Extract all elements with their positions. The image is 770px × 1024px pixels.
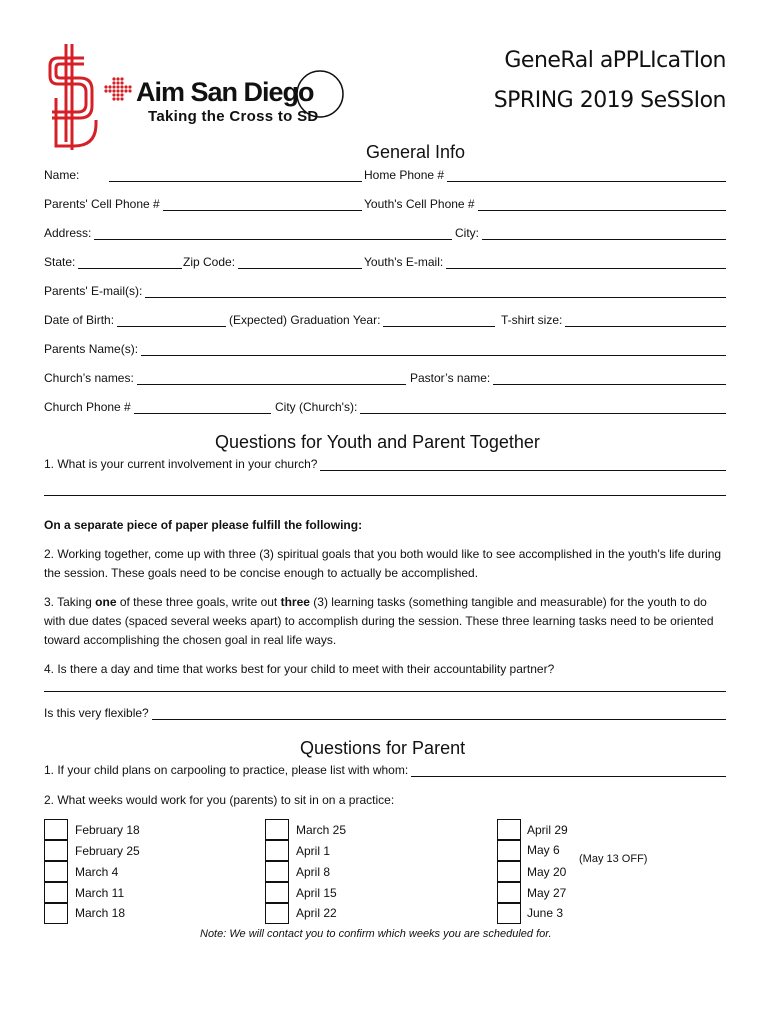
week-label: April 22 (296, 906, 337, 920)
church-phone-field[interactable] (44, 400, 271, 414)
checkbox-may-20[interactable] (497, 861, 521, 882)
dob-field[interactable] (44, 313, 226, 327)
week-label: April 1 (296, 844, 331, 858)
question-4: 4. Is there a day and time that works best for your child to meet with their accountability partner? (44, 662, 555, 676)
tshirt-field[interactable] (501, 313, 726, 327)
weeks-question: 2. What weeks would work for you (parents) to sit in on a practice: (44, 793, 395, 807)
state-field[interactable] (44, 255, 182, 269)
name-field[interactable] (44, 168, 362, 182)
week-label: April 8 (296, 865, 331, 879)
checkbox-apr-1[interactable] (265, 840, 289, 861)
dob-label: Date of Birth: (44, 313, 115, 327)
question-3: 3. Taking one of these three goals, write out three (3) learning tasks (something tangible and measurable) for the youth to do with due dates (spaced several weeks apart) to accomplish during the session. These three learning tasks need to be oriented toward accomplishing the chosen goal in real life ways. (44, 595, 714, 647)
parents-cell-label: Parents' Cell Phone # (44, 197, 160, 211)
session-title: SPRING 2019 SeSSIon (493, 88, 726, 113)
may-13-off-note: (May 13 OFF) (579, 853, 648, 865)
youth-email-field[interactable] (364, 255, 726, 269)
separate-paper-instruction: On a separate piece of paper please fulfill the following: (44, 518, 363, 532)
involvement-field[interactable] (44, 457, 726, 471)
logo-tagline: Taking the Cross to SD (148, 108, 319, 125)
zip-label: Zip Code: (183, 255, 236, 269)
home-phone-field[interactable] (364, 168, 726, 182)
parents-names-field[interactable] (44, 342, 726, 356)
week-label: June 3 (527, 906, 564, 920)
week-label: May 20 (527, 865, 567, 879)
city-field[interactable] (455, 226, 726, 240)
youth-cell-field[interactable] (364, 197, 726, 211)
week-label: February 25 (75, 844, 140, 858)
checkbox-mar-4[interactable] (44, 861, 68, 882)
week-label: March 18 (75, 906, 126, 920)
address-field[interactable] (44, 226, 452, 240)
meeting-time-line[interactable] (44, 691, 726, 692)
checkbox-apr-15[interactable] (265, 882, 289, 903)
dot-cross-icon (104, 76, 132, 104)
confirmation-note: Note: We will contact you to confirm which weeks you are scheduled for. (200, 928, 552, 940)
sd-monogram-icon (44, 42, 102, 150)
week-label: April 15 (296, 886, 337, 900)
application-title: GeneRal aPPLIcaTIon (504, 48, 726, 73)
parent-heading: Questions for Parent (300, 738, 466, 758)
youth-cell-label: Youth's Cell Phone # (364, 197, 475, 211)
flexible-label: Is this very flexible? (44, 706, 149, 720)
church-phone-label: Church Phone # (44, 400, 131, 414)
city-label: City: (455, 226, 479, 240)
church-city-field[interactable] (275, 400, 726, 414)
parents-email-label: Parents' E-mail(s): (44, 284, 143, 298)
checkbox-mar-25[interactable] (265, 819, 289, 840)
question-2: 2. Working together, come up with three (3) spiritual goals that you both would like to see accomplished in the youth's life during the session. These goals need to be concise enough to actually be accomplished. (44, 547, 722, 580)
address-label: Address: (44, 226, 92, 240)
checkbox-mar-11[interactable] (44, 882, 68, 903)
grad-year-field[interactable] (229, 313, 495, 327)
involvement-extra-line[interactable] (44, 495, 726, 496)
flexible-field[interactable] (44, 706, 726, 720)
church-city-label: City (Church's): (275, 400, 358, 414)
parents-names-label: Parents Name(s): (44, 342, 139, 356)
week-label: March 25 (296, 823, 347, 837)
pastor-name-label: Pastor’s name: (410, 371, 491, 385)
carpool-question: 1. If your child plans on carpooling to practice, please list with whom: (44, 763, 409, 777)
checkbox-jun-3[interactable] (497, 903, 521, 924)
week-label: March 11 (75, 886, 125, 900)
youth-email-label: Youth's E-mail: (364, 255, 444, 269)
pastor-name-field[interactable] (410, 371, 726, 385)
church-names-label: Church’s names: (44, 371, 134, 385)
checkbox-may-27[interactable] (497, 882, 521, 903)
zip-field[interactable] (183, 255, 362, 269)
home-phone-label: Home Phone # (364, 168, 445, 182)
general-info-heading: General Info (366, 142, 466, 162)
week-label: February 18 (75, 823, 140, 837)
week-label: April 29 (527, 823, 568, 837)
name-label: Name: (44, 168, 80, 182)
checkbox-feb-25[interactable] (44, 840, 68, 861)
checkbox-may-6[interactable] (497, 840, 521, 861)
parents-email-field[interactable] (44, 284, 726, 298)
church-names-field[interactable] (44, 371, 406, 385)
week-label: May 27 (527, 886, 567, 900)
parents-cell-field[interactable] (44, 197, 362, 211)
logo-org-name: Aim San Diego (136, 77, 314, 107)
week-label: March 4 (75, 865, 119, 879)
checkbox-mar-18[interactable] (44, 903, 68, 924)
logo (44, 42, 354, 150)
state-label: State: (44, 255, 76, 269)
grad-year-label: (Expected) Graduation Year: (229, 313, 381, 327)
checkbox-apr-22[interactable] (265, 903, 289, 924)
checkbox-feb-18[interactable] (44, 819, 68, 840)
youth-parent-heading: Questions for Youth and Parent Together (215, 432, 540, 452)
checkbox-apr-29[interactable] (497, 819, 521, 840)
tshirt-label: T-shirt size: (501, 313, 563, 327)
checkbox-apr-8[interactable] (265, 861, 289, 882)
involvement-question: 1. What is your current involvement in your church? (44, 457, 318, 471)
carpool-field[interactable] (44, 763, 726, 777)
week-label: May 6 (527, 843, 560, 857)
